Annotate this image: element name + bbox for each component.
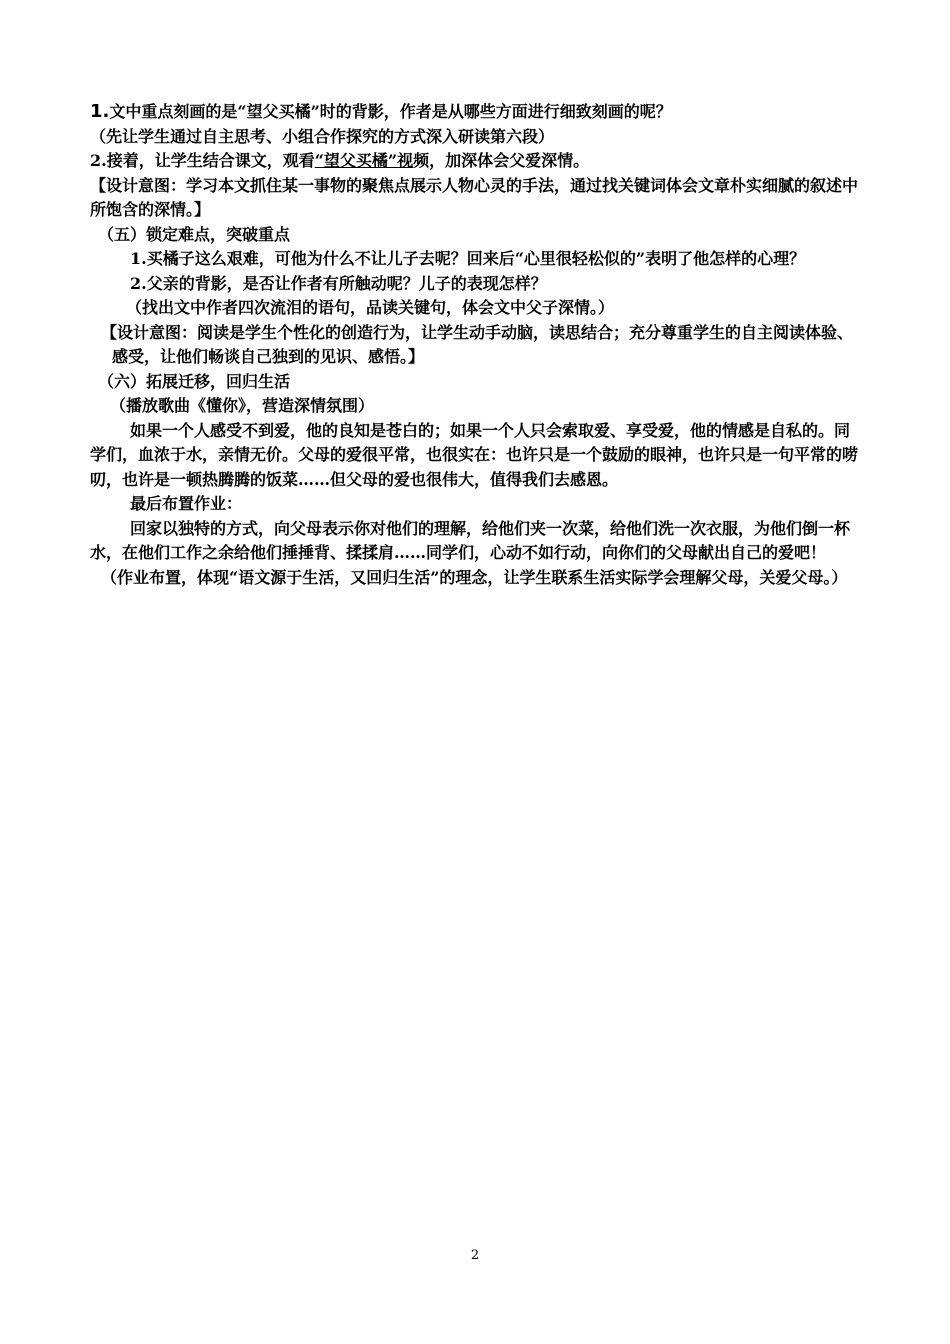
love-paragraph: 如果一个人感受不到爱，他的良知是苍白的；如果一个人只会索取爱、享受爱，他的情感是自私的。同学们，血浓于水，亲情无价。父母的爱很平常，也很实在：也许只是一个鼓励的眼神，也许只是一句平常的唠叨，也许是一顿热腾腾的饭菜……但父母的爱也很伟大，值得我们去感恩。 bbox=[90, 420, 859, 489]
design-intent-2: 【设计意图：阅读是学生个性化的创造行为，让学生动手动脑，读思结合；充分尊重学生的自主阅读体验、感受，让他们畅谈自己独到的见识、感悟。】 bbox=[101, 322, 854, 366]
step-2-text-after: 频，加深体会父爱深情。 bbox=[413, 151, 590, 170]
video-link[interactable]: “望父买橘”视 bbox=[314, 151, 414, 170]
homework-heading: 最后布置作业： bbox=[130, 494, 243, 513]
question-1-text: 文中重点刻画的是“望父买橘”时的背影，作者是从哪些方面进行细致刻画的呢？ bbox=[109, 102, 672, 121]
design-intent-1: 【设计意图：学习本文抓住某一事物的聚焦点展示人物心灵的手法，通过找关键词体会文章朴实细腻的叙述中所饱含的深情。】 bbox=[90, 175, 859, 219]
section-6-heading: （六）拓展迁移，回归生活 bbox=[98, 371, 291, 391]
step-2-number: 2. bbox=[90, 151, 107, 170]
section-5-heading: （五）锁定难点，突破重点 bbox=[98, 224, 291, 244]
section-5-question-1: 1.买橘子这么艰难，可他为什么不让儿子去呢？回来后“心里很轻松似的”表明了他怎样的心理？ bbox=[130, 249, 806, 268]
section-5-note: （找出文中作者四次流泪的语句，品读关键句，体会文中父子深情。） bbox=[126, 298, 615, 317]
question-1-note: （先让学生通过自主思考、小组合作探究的方式深入研读第六段） bbox=[90, 126, 555, 146]
homework-text: 回家以独特的方式，向父母表示你对他们的理解，给他们夹一次菜，给他们洗一次衣服，为他们倒一杯水，在他们工作之余给他们捶捶背、揉揉肩……同学们，心动不如行动，向你们的父母献出自己的爱吧！ bbox=[90, 518, 851, 562]
document-body bbox=[90, 100, 862, 590]
section-5-question-2: 2.父亲的背影，是否让作者有所触动呢？儿子的表现怎样？ bbox=[130, 273, 547, 293]
step-2 bbox=[90, 149, 862, 174]
question-1-number: 1. bbox=[90, 101, 110, 122]
homework-note: （作业布置，体现“语文源于生活，又回归生活”的理念，让学生联系生活实际学会理解父母，关爱父母。） bbox=[101, 567, 848, 587]
page-number: 2 bbox=[470, 1248, 480, 1263]
step-2-text-before: 接着，让学生结合课文，观看 bbox=[106, 151, 315, 170]
question-1 bbox=[90, 100, 862, 125]
section-6-song-note: （播放歌曲《懂你》，营造深情氛围） bbox=[110, 396, 375, 415]
